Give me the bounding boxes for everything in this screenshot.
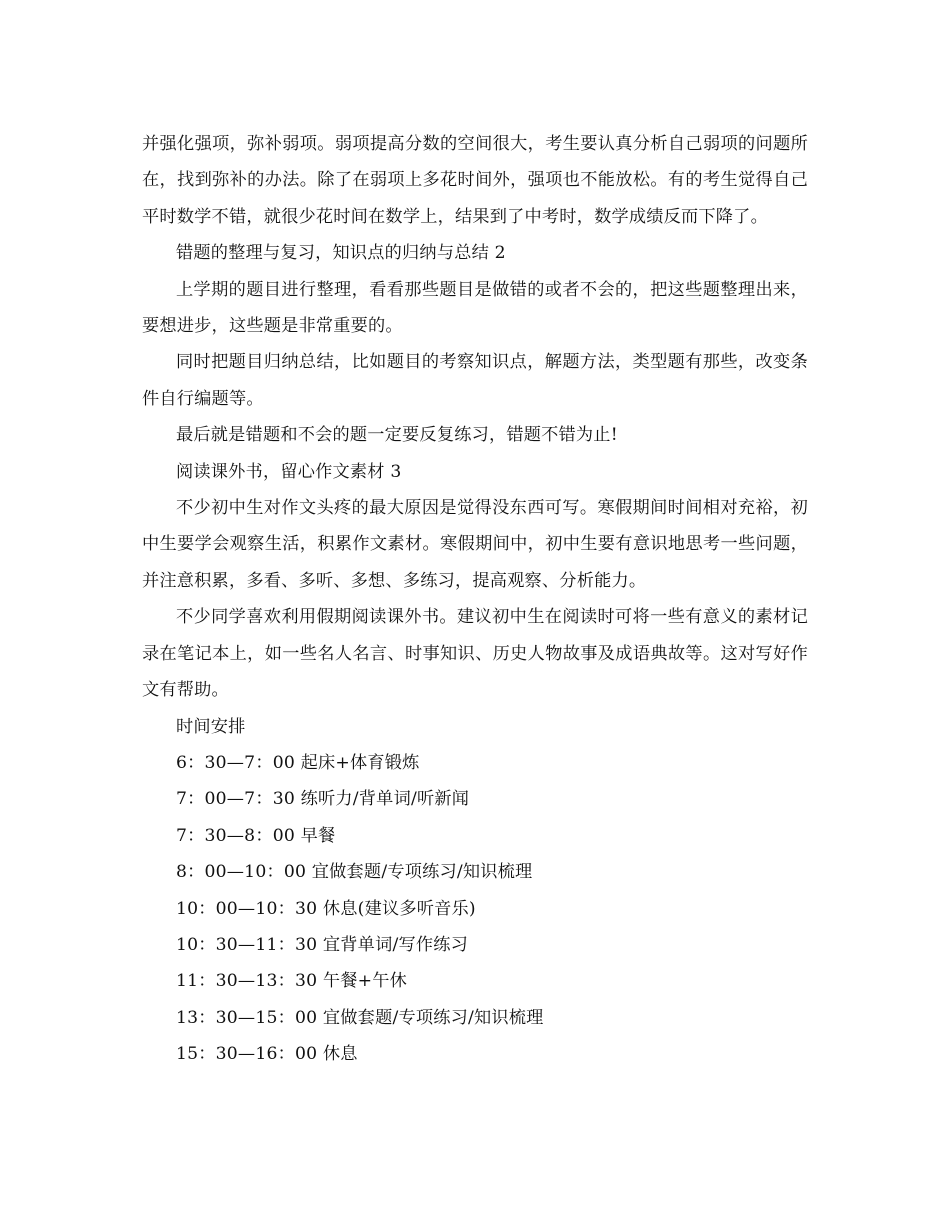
paragraph-study-strengths: 并强化强项，弥补弱项。弱项提高分数的空间很大，考生要认真分析自己弱项的问题所在，找到弥补的办法。除了在弱项上多花时间外，强项也不能放松。有的考生觉得自己平时数学不错，就很少花时间在数学上，结果到了中考时，数学成绩反而下降了。 — [142, 134, 808, 227]
schedule-item: 7：30—8：00 早餐 — [176, 825, 336, 846]
heading-schedule: 时间安排 — [176, 716, 246, 737]
schedule-item: 6：30—7：00 起床+体育锻炼 — [176, 752, 420, 773]
schedule-item: 11：30—13：30 午餐+午休 — [176, 971, 408, 992]
paragraph-organize-questions: 上学期的题目进行整理，看看那些题目是做错的或者不会的，把这些题整理出来，要想进步，这些题是非常重要的。 — [142, 279, 808, 337]
paragraph-reading-notes: 不少同学喜欢利用假期阅读课外书。建议初中生在阅读时可将一些有意义的素材记录在笔记本上，如一些名人名言、时事知识、历史人物故事及成语典故等。这对写好作文有帮助。 — [142, 607, 808, 701]
heading-mistake-review: 错题的整理与复习，知识点的归纳与总结 2 — [176, 243, 506, 264]
schedule-item: 8：00—10：00 宜做套题/专项练习/知识梳理 — [176, 862, 533, 883]
paragraph-practice-mistakes: 最后就是错题和不会的题一定要反复练习，错题不错为止! — [176, 425, 618, 446]
paragraph-writing-materials: 不少初中生对作文头疼的最大原因是觉得没东西可写。寒假期间时间相对充裕，初中生要学会观察生活，积累作文素材。寒假期间中，初中生要有意识地思考一些问题，并注意积累，多看、多听、多想、多练习，提高观察、分析能力。 — [142, 498, 808, 591]
schedule-item: 15：30—16：00 休息 — [176, 1044, 358, 1065]
heading-reading-materials: 阅读课外书，留心作文素材 3 — [176, 461, 402, 482]
schedule-item: 7：00—7：30 练听力/背单词/听新闻 — [176, 789, 470, 810]
document-page — [142, 126, 808, 1073]
paragraph-summarize-questions: 同时把题目归纳总结，比如题目的考察知识点，解题方法，类型题有那些，改变条件自行编题等。 — [142, 352, 808, 409]
schedule-item: 13：30—15：00 宜做套题/专项练习/知识梳理 — [176, 1007, 544, 1028]
schedule-item: 10：30—11：30 宜背单词/写作练习 — [176, 934, 468, 955]
schedule-item: 10：00—10：30 休息(建议多听音乐) — [176, 898, 476, 919]
